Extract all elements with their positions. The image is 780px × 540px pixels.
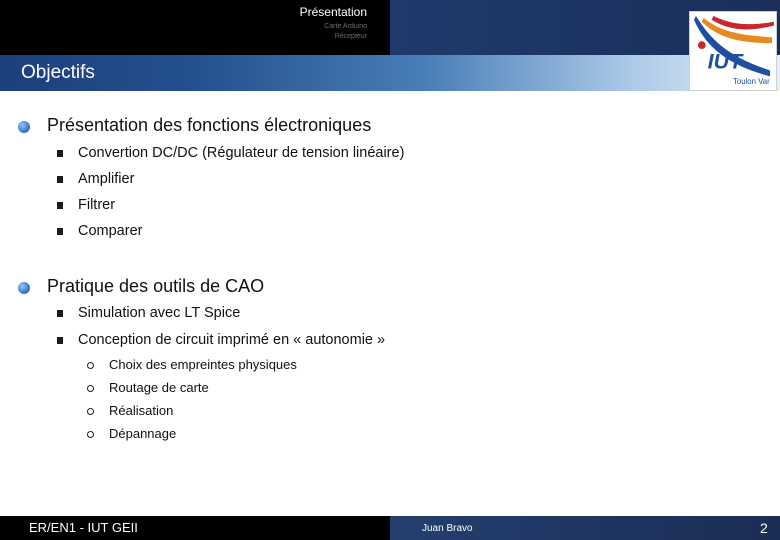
logo-text: IUT xyxy=(707,49,743,74)
header-title: Présentation xyxy=(299,5,367,19)
circle-bullet-icon xyxy=(87,408,94,415)
footer-course: ER/EN1 - IUT GEII xyxy=(29,520,138,535)
square-bullet-icon xyxy=(57,337,63,344)
sub-list-item: Routage de carte xyxy=(109,380,209,395)
list-item: Simulation avec LT Spice xyxy=(78,305,241,321)
section-heading: Pratique des outils de CAO xyxy=(47,276,265,296)
header-subtitle-2: Récepteur xyxy=(334,33,367,40)
sub-list-item: Dépannage xyxy=(109,426,177,441)
section-heading: Présentation des fonctions électroniques xyxy=(47,115,372,135)
list-item: Comparer xyxy=(78,223,143,239)
sub-list-item: Choix des empreintes physiques xyxy=(109,357,297,372)
list-item: Convertion DC/DC (Régulateur de tension linéaire) xyxy=(78,145,405,161)
square-bullet-icon xyxy=(57,310,63,317)
square-bullet-icon xyxy=(57,202,63,209)
section-bullet-icon xyxy=(18,121,30,133)
footer-author: Juan Bravo xyxy=(422,523,473,534)
iut-logo xyxy=(689,11,777,91)
logo-swoosh-red xyxy=(712,16,774,30)
square-bullet-icon xyxy=(57,150,63,157)
circle-bullet-icon xyxy=(87,362,94,369)
list-item: Amplifier xyxy=(78,171,135,187)
circle-bullet-icon xyxy=(87,385,94,392)
slide-title: Objectifs xyxy=(21,62,95,83)
square-bullet-icon xyxy=(57,176,63,183)
square-bullet-icon xyxy=(57,228,63,235)
sub-list-item: Réalisation xyxy=(109,403,174,418)
page-number: 2 xyxy=(760,520,768,536)
header-subtitle-1: Carte Arduino xyxy=(324,23,367,30)
header-left-panel xyxy=(0,0,390,55)
list-item: Filtrer xyxy=(78,197,116,213)
circle-bullet-icon xyxy=(87,431,94,438)
logo-dot xyxy=(698,41,706,49)
title-band xyxy=(0,55,780,91)
iut-sail-logo-icon xyxy=(690,12,776,90)
list-item: Conception de circuit imprimé en « autonomie » xyxy=(78,332,386,348)
section-bullet-icon xyxy=(18,282,30,294)
logo-subtext: Toulon Var xyxy=(733,77,770,87)
